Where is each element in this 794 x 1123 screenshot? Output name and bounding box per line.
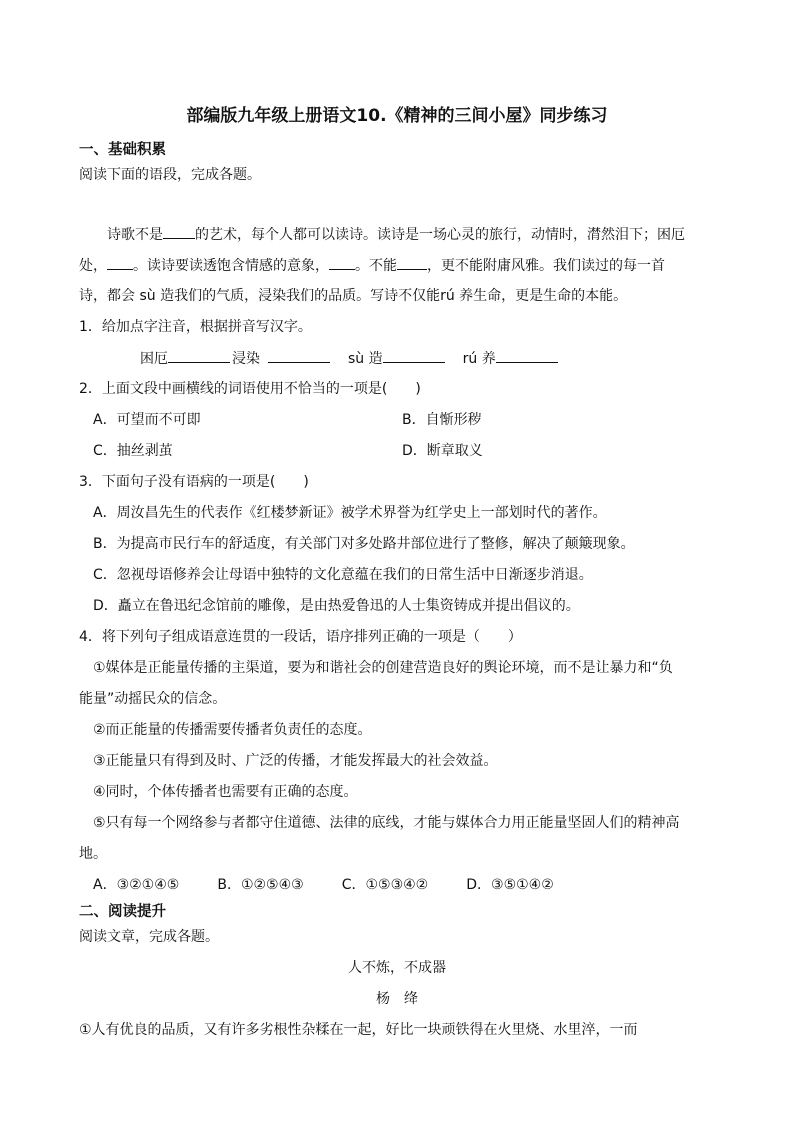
fill-blank [397,255,427,270]
question-4-stem: 4．将下列句子组成语意连贯的一段话，语序排列正确的一项是（ ） [79,629,522,645]
q3-option-b[interactable]: B．为提高市民行车的舒适度，有关部门对多处路井部位进行了整修，解决了颠簸现象。 [93,536,635,552]
q1-item: 浸染 [232,351,260,367]
passage-text: 。读诗要读透饱含情感的意象， [133,258,329,274]
section-heading-basics: 一、基础积累 [79,142,166,158]
passage-text: 诗歌不是 [107,227,163,243]
q4-options [93,875,554,895]
q4-sentence-3: ③正能量只有得到及时、广泛的传播，才能发挥最大的社会效益。 [93,753,498,769]
q1-item: rú 养 [462,351,496,367]
q4-sentence-5-cont: 地。 [79,846,107,862]
q1-item: sù 造 [348,351,383,367]
answer-blank[interactable] [268,348,330,363]
q4-sentence-5: ⑤只有每一个网络参与者都守住道德、法律的底线，才能与媒体合力用正能量坚固人们的精神高 [93,815,680,831]
article-author: 杨 绛 [376,991,418,1007]
q2-option-a[interactable]: A．可望而不可即 [93,412,201,428]
q2-option-c[interactable]: C．抽丝剥茧 [93,443,173,459]
q2-option-b[interactable]: B．自惭形秽 [402,412,482,428]
q4-sentence-4: ④同时，个体传播者也需要有正确的态度。 [93,784,358,800]
question-2-stem: 2．上面文段中画横线的词语使用不恰当的一项是( ) [79,381,421,397]
q4-option-c[interactable]: C．①⑤③④② [341,877,429,893]
question-1-items [140,348,560,369]
answer-blank[interactable] [168,348,230,363]
q4-option-b[interactable]: B．①②⑤④③ [217,877,304,893]
q4-sentence-1-cont: 能量”动摇民众的信念。 [79,691,227,707]
q1-item: 困厄 [140,351,168,367]
section-instruction: 阅读文章，完成各题。 [79,929,219,945]
article-title: 人不炼，不成器 [348,960,446,976]
passage-text: ，更不能附庸风雅。我们读过的每一首 [427,258,665,274]
q2-option-d[interactable]: D．断章取义 [402,443,483,459]
q4-option-a[interactable]: A．③②①④⑤ [93,877,180,893]
q3-option-d[interactable]: D．矗立在鲁迅纪念馆前的雕像，是由热爱鲁迅的人士集资铸成并提出倡议的。 [93,598,580,614]
q4-sentence-2: ②而正能量的传播需要传播者负责任的态度。 [93,722,372,738]
section-heading-reading: 二、阅读提升 [79,904,166,920]
fill-blank [163,224,195,239]
fill-blank [329,255,355,270]
q3-option-c[interactable]: C．忽视母语修养会让母语中独特的文化意蕴在我们的日常生活中日渐逐步消退。 [93,567,593,583]
question-1-stem: 1．给加点字注音，根据拼音写汉字。 [79,319,312,335]
passage-line-3: 诗，都会 sù 造我们的气质，浸染我们的品质。写诗不仅能rú 养生命，更是生命的本能。 [79,288,628,304]
article-paragraph-1: ①人有优良的品质，又有许多劣根性杂糅在一起，好比一块顽铁得在火里烧、水里淬，一而 [79,1022,638,1038]
passage-line-1 [107,224,685,245]
q3-option-a[interactable]: A．周汝昌先生的代表作《红楼梦新证》被学术界誉为红学史上一部划时代的著作。 [93,505,607,521]
passage-line-2 [79,255,665,276]
question-3-stem: 3．下面句子没有语病的一项是( ) [79,474,309,490]
fill-blank [107,255,133,270]
passage-text: 处， [79,258,107,274]
passage-text: 的艺术，每个人都可以读诗。读诗是一场心灵的旅行，动情时，潸然泪下；困厄 [195,227,685,243]
page-title: 部编版九年级上册语文10.《精神的三间小屋》同步练习 [186,106,608,126]
answer-blank[interactable] [496,348,558,363]
passage-text: 。不能 [355,258,397,274]
q4-option-d[interactable]: D．③⑤①④② [466,877,554,893]
answer-blank[interactable] [383,348,445,363]
q4-sentence-1: ①媒体是正能量传播的主渠道，要为和谐社会的创建营造良好的舆论环境，而不是让暴力和“负 [93,660,673,676]
section-instruction: 阅读下面的语段，完成各题。 [79,167,261,183]
